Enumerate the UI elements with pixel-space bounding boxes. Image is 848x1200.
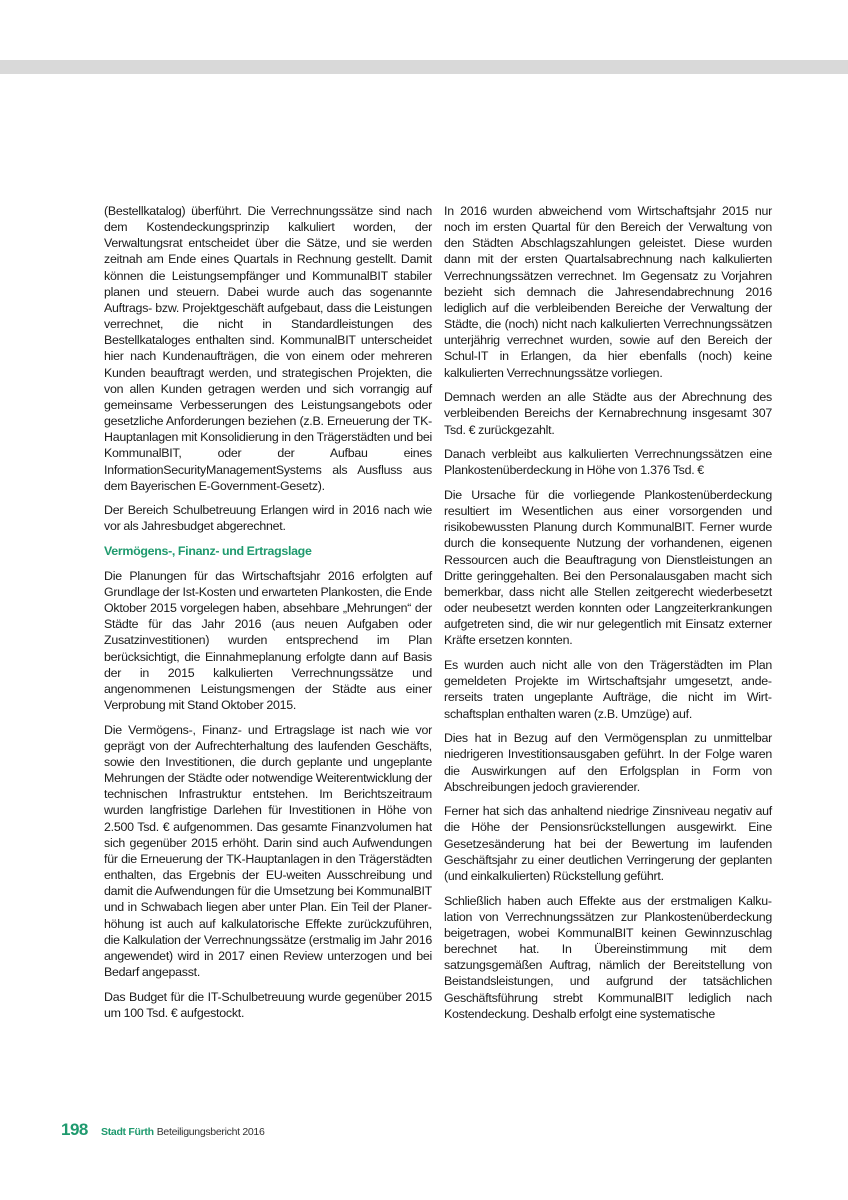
right-column: [444, 203, 772, 1030]
paragraph: Die Ursache für die vorliegende Plankostenüberdeckung resultiert im Wesentlichen aus einer vorsorgenden und risikobewussten Planung durch KommunalBIT. Ferner wurde durch die konsequente Nutzung der vorhandenen, eigenen Ressourcen auch die Beauftragung von Dienstleistungen an Dritte geringgehalten. Bei den Personalausgaben macht sich bemerkbar, dass nicht alle Stellen zeitgerecht wiederbesetzt oder neubesetzt werden konnten oder Langzeiterkrankungen aufgetreten sind, die wir nur gelegentlich mit Einsatz externer Kräfte ersetzen konnten.: [444, 488, 772, 648]
left-column: [104, 203, 432, 1030]
paragraph: Schließlich haben auch Effekte aus der erstmaligen Kalkulation von Verrechnungssätzen zur Plankostenüberdeckung beigetragen, wobei KommunalBIT keinen Gewinnzuschlag berechnet hat. In Übereinstimmung mit dem satzungsgemäßen Auftrag, nämlich der Bereitstellung von Beistandsleistungen, und aufgrund der tatsächlichen Geschäftsführung strebt KommunalBIT lediglich nach Kostendeckung. Deshalb erfolgt eine systematische: [444, 893, 772, 1021]
footer-organization: Stadt Fürth: [101, 1126, 154, 1138]
paragraph: In 2016 wurden abweichend vom Wirtschaftsjahr 2015 nur noch im ersten Quartal für den Bereich der Verwaltung von den Städten Abschlagszahlungen geleistet. Diese wurden dann mit der ersten Quartalsabrechnung nach kalkulierten Verrechnungssätzen verrechnet. Im Gegensatz zu Vorjahren bezieht sich demnach die Jahresendabrechnung 2016 lediglich auf die verbleibenden Bereiche der Verwaltung der Städte, die (noch) nicht nach kalkulierten Verrechnungssätzen unterjährig verrechnet wurden, sowie auf den Bereich der Schul-IT in Erlangen, da hier ebenfalls (noch) keine kalkulierten Verrechnungssätze vorliegen.: [444, 204, 772, 380]
footer-report-title: Beteiligungsbericht 2016: [156, 1126, 265, 1138]
page-footer: [61, 1120, 265, 1140]
header-bar: [0, 60, 848, 74]
paragraph: Die Vermögens-, Finanz- und Ertragslage ist nach wie vor geprägt von der Aufrechterhaltung des laufenden Geschäfts, sowie den Investitionen, die durch geplante und ungeplante Mehrungen der Städte oder notwendige Weiterentwicklung der technischen Infrastruktur entstehen. Im Berichtszeitraum wurden langfristige Darlehen für Investitionen in Höhe von 2.500 Tsd. € aufgenommen. Das gesamte Finanzvolumen hat sich gegenüber 2015 erhöht. Darin sind auch Aufwendungen für die Erneuerung der TK-Hauptanlagen in den Trägerstädten enthalten, das Ergebnis der EU-weiten Ausschreibung und damit die Aufwendungen für die Umsetzung bei KommunalBIT und in Schwabach liegen aber unter Plan. Ein Teil der Planerhöhung ist auch auf kalkulatorische Effekte zurückzuführen, die Kalkulation der Verrechnungssätze (erstmalig im Jahr 2016 angewendet) wird in 2017 einen Review unterzogen und bei Bedarf angepasst.: [104, 722, 432, 980]
paragraph: Das Budget für die IT-Schulbetreuung wurde gegenüber 2015 um 100 Tsd. € aufgestockt.: [104, 989, 432, 1020]
paragraph: Es wurden auch nicht alle von den Trägerstädten im Plan gemeldeten Projekte im Wirtschaftsjahr umgesetzt, andererseits traten ungeplante Aufträge, die nicht im Wirtschaftsplan enthalten waren (z.B. Umzüge) auf.: [444, 658, 772, 721]
page-number: 198: [61, 1120, 88, 1139]
paragraph: Die Planungen für das Wirtschaftsjahr 2016 erfolgten auf Grundlage der Ist-Kosten und erwarteten Plankosten, die Ende Oktober 2015 vorgelegen haben, absehbare „Mehrungen“ der Städte für das Jahr 2016 (aus neuen Aufgaben oder Zusatzinvestitionen) wurden entsprechend im Plan berücksichtigt, die Einnahmeplanung erfolgte dann auf Basis der in 2015 kalkulierten Verrechnungssätze und angenommenen Leistungsmengen der Städte aus einer Verprobung mit Stand Oktober 2015.: [104, 568, 432, 713]
paragraph: Ferner hat sich das anhaltend niedrige Zinsniveau negativ auf die Höhe der Pensionsrückstellungen ausgewirkt. Eine Gesetzesänderung hat bei der Bewertung im laufenden Geschäftsjahr zu einer deutlichen Verringerung der geplanten (und einkalkulierten) Rückstellung geführt.: [444, 804, 772, 883]
paragraph: Dies hat in Bezug auf den Vermögensplan zu unmittelbar niedrigeren Investitionsausgaben geführt. In der Folge waren die Auswirkungen auf den Erfolgsplan in Form von Abschreibungen jedoch gravierender.: [444, 731, 772, 794]
paragraph: Der Bereich Schulbetreuung Erlangen wird in 2016 nach wie vor als Jahresbudget abgerechnet.: [104, 503, 432, 534]
paragraph: Danach verbleibt aus kalkulierten Verrechnungssätzen eine Plankostenüberdeckung in Höhe von 1.376 Tsd. €: [444, 447, 772, 478]
paragraph: (Bestellkatalog) überführt. Die Verrechnungssätze sind nach dem Kostendeckungsprinzip kalkuliert worden, der Verwaltungsrat entscheidet über die Sätze, und sie werden zeitnah am Ende eines Quartals in Rechnung gestellt. Damit können die Leistungsempfänger und KommunalBIT stabiler planen und steuern. Dabei wurde auch das sogenannte Auftrags- bzw. Projektgeschäft aufgebaut, dass die Leistungen verrechnet, die nicht in Standardleistungen des Bestellkataloges enthalten sind. KommunalBIT unterscheidet hier nach Kundenaufträgen, die von einem oder mehreren Kunden beauftragt werden, und strategischen Projekten, die von allen Kunden getragen werden und sich vorrangig auf gemeinsame Verbesserungen des Leistungsangebots oder gesetzliche Anforderungen beziehen (z.B. Erneuerung der TK-Hauptanlagen mit Konsolidierung in den Trägerstädten und bei KommunalBIT, oder der Aufbau eines InformationSecurityManagementSystems als Ausfluss aus dem Bayerischen E-Government-Gesetz).: [104, 204, 432, 493]
section-heading: Vermögens-, Finanz- und Ertragslage: [104, 544, 312, 559]
paragraph: Demnach werden an alle Städte aus der Abrechnung des verbleibenden Bereichs der Kernabrechnung insgesamt 307 Tsd. € zurückgezahlt.: [444, 390, 772, 437]
